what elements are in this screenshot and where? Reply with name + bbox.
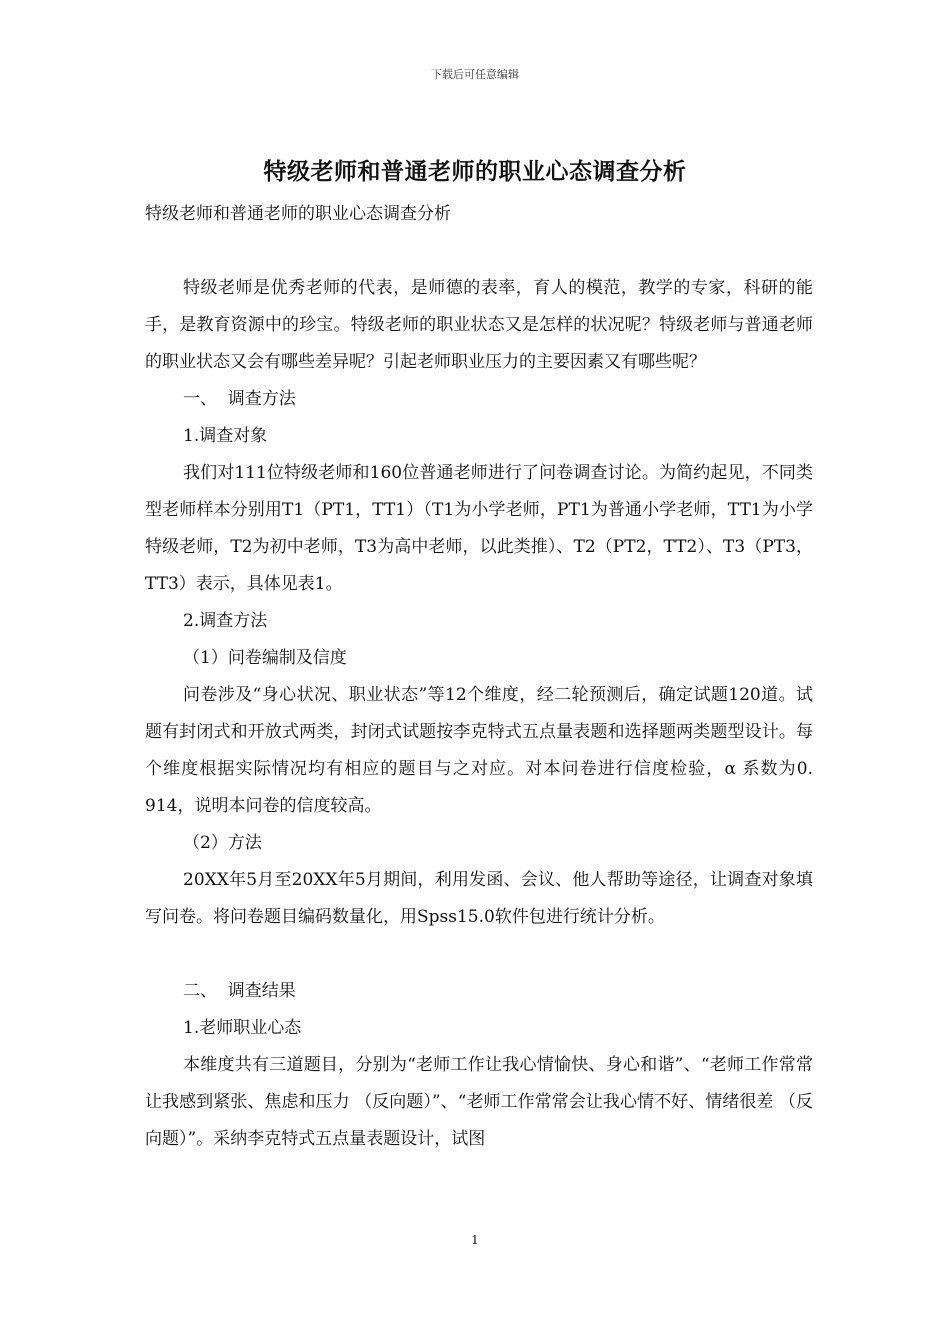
- intro-paragraph: 特级老师是优秀老师的代表，是师德的表率，育人的模范，教学的专家，科研的能手，是教育资源中的珍宝。特级老师的职业状态又是怎样的状况呢？特级老师与普通老师的职业状态又会有哪些差异呢？引起老师职业压力的主要因素又有哪些呢？: [145, 278, 813, 372]
- document-title: 特级老师和普通老师的职业心态调查分析: [263, 159, 687, 185]
- paragraph-subjects: 我们对111位特级老师和160位普通老师进行了问卷调查讨论。为简约起见，不同类型老师样本分别用T1（PT1，TT1）（T1为小学老师，PT1为普通小学老师，TT1为小学特级老师，T2为初中老师，T3为高中老师，以此类推）、T2（PT2，TT2）、T3（PT3，TT3）表示，具体见表1。: [145, 463, 813, 594]
- blank-line: [145, 936, 813, 973]
- subheading-method: 2.调查方法: [183, 611, 268, 631]
- paragraph-attitude: 本维度共有三道题目，分别为“老师工作让我心情愉快、身心和谐”、“老师工作常常让我感到紧张、焦虑和压力 （反向题）”、“老师工作常常会让我心情不好、情绪很差 （反向题）”。采纳李克特式五点量表题设计，试图: [145, 1055, 813, 1149]
- section-heading-methods: 一、 调查方法: [183, 389, 296, 409]
- blank-line: [145, 233, 813, 270]
- subtitle: 特级老师和普通老师的职业心态调查分析: [145, 204, 451, 224]
- document-body: [145, 196, 813, 1158]
- page-header: 下载后可任意编辑: [431, 68, 519, 81]
- subsubheading-questionnaire: （1）问卷编制及信度: [183, 648, 347, 668]
- page-number: 1: [471, 1233, 479, 1247]
- paragraph-procedure: 20XX年5月至20XX年5月期间，利用发函、会议、他人帮助等途径，让调查对象填写问卷。将问卷题目编码数量化，用Spss15.0软件包进行统计分析。: [145, 870, 813, 927]
- paragraph-questionnaire: 问卷涉及“身心状况、职业状态”等12个维度，经二轮预测后，确定试题120道。试题有封闭式和开放式两类，封闭式试题按李克特式五点量表题和选择题两类题型设计。每个维度根据实际情况均有相应的题目与之对应。对本问卷进行信度检验，α 系数为0. 914，说明本问卷的信度较高。: [145, 685, 813, 816]
- section-heading-results: 二、 调查结果: [183, 981, 296, 1001]
- subsubheading-procedure: （2）方法: [183, 833, 262, 853]
- subheading-subjects: 1.调查对象: [183, 426, 268, 446]
- subheading-attitude: 1.老师职业心态: [183, 1018, 302, 1038]
